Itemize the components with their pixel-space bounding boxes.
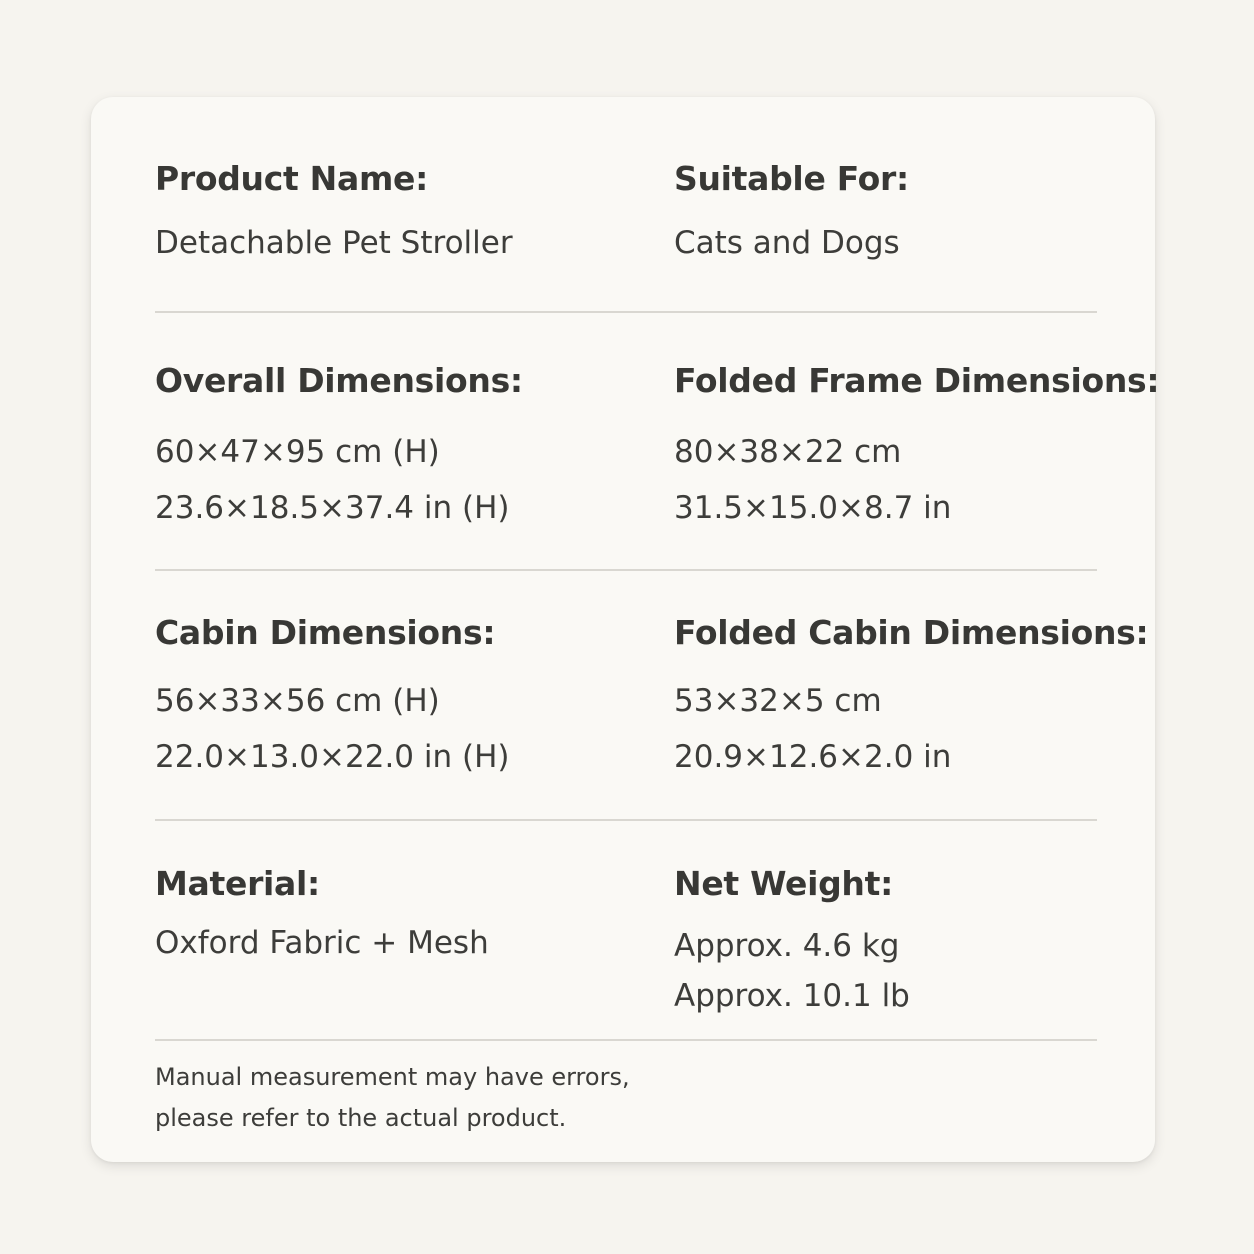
spec-label: Material: [155, 864, 320, 903]
spec-card [91, 97, 1160, 1162]
spec-label: Folded Cabin Dimensions: [674, 613, 1149, 652]
spec-value: Cats and Dogs [674, 225, 900, 261]
spec-value-metric: 53×32×5 cm [674, 683, 882, 719]
spec-value-imperial: 22.0×13.0×22.0 in (H) [155, 739, 510, 775]
spec-label: Cabin Dimensions: [155, 613, 496, 652]
spec-row-dimensions [155, 361, 1160, 531]
disclaimer-line: please refer to the actual product. [155, 1104, 567, 1132]
spec-label: Product Name: [155, 159, 429, 198]
spec-label: Folded Frame Dimensions: [674, 361, 1160, 400]
divider [155, 311, 1097, 313]
spec-value-imperial: 23.6×18.5×37.4 in (H) [155, 490, 510, 526]
spec-folded-frame-dimensions [674, 361, 1160, 536]
spec-label: Suitable For: [674, 159, 909, 198]
measurement-disclaimer [155, 1057, 630, 1139]
spec-folded-cabin-dimensions [674, 613, 1149, 785]
spec-overall-dimensions [155, 361, 655, 536]
spec-value: Oxford Fabric + Mesh [155, 925, 489, 961]
divider [155, 1039, 1097, 1041]
divider [155, 819, 1097, 821]
spec-value-imperial: Approx. 10.1 lb [674, 978, 910, 1014]
spec-value-metric: Approx. 4.6 kg [674, 928, 900, 964]
spec-cabin-dimensions [155, 613, 655, 785]
spec-value: Detachable Pet Stroller [155, 225, 513, 261]
spec-row-cabin [155, 613, 1149, 783]
spec-value-imperial: 20.9×12.6×2.0 in [674, 739, 952, 775]
disclaimer-line: Manual measurement may have errors, [155, 1063, 630, 1091]
spec-value-imperial: 31.5×15.0×8.7 in [674, 490, 952, 526]
divider [155, 569, 1097, 571]
spec-value-metric: 80×38×22 cm [674, 434, 902, 470]
spec-row-material-weight [155, 864, 1097, 1024]
spec-product-name [155, 159, 655, 263]
spec-suitable-for [674, 159, 1104, 263]
spec-card-content [155, 97, 1160, 1162]
spec-label: Overall Dimensions: [155, 361, 523, 400]
spec-net-weight [674, 864, 1104, 1021]
spec-label: Net Weight: [674, 864, 893, 903]
spec-value-metric: 56×33×56 cm (H) [155, 683, 440, 719]
spec-value-metric: 60×47×95 cm (H) [155, 434, 440, 470]
spec-row-product [155, 159, 1097, 279]
spec-material [155, 864, 655, 965]
